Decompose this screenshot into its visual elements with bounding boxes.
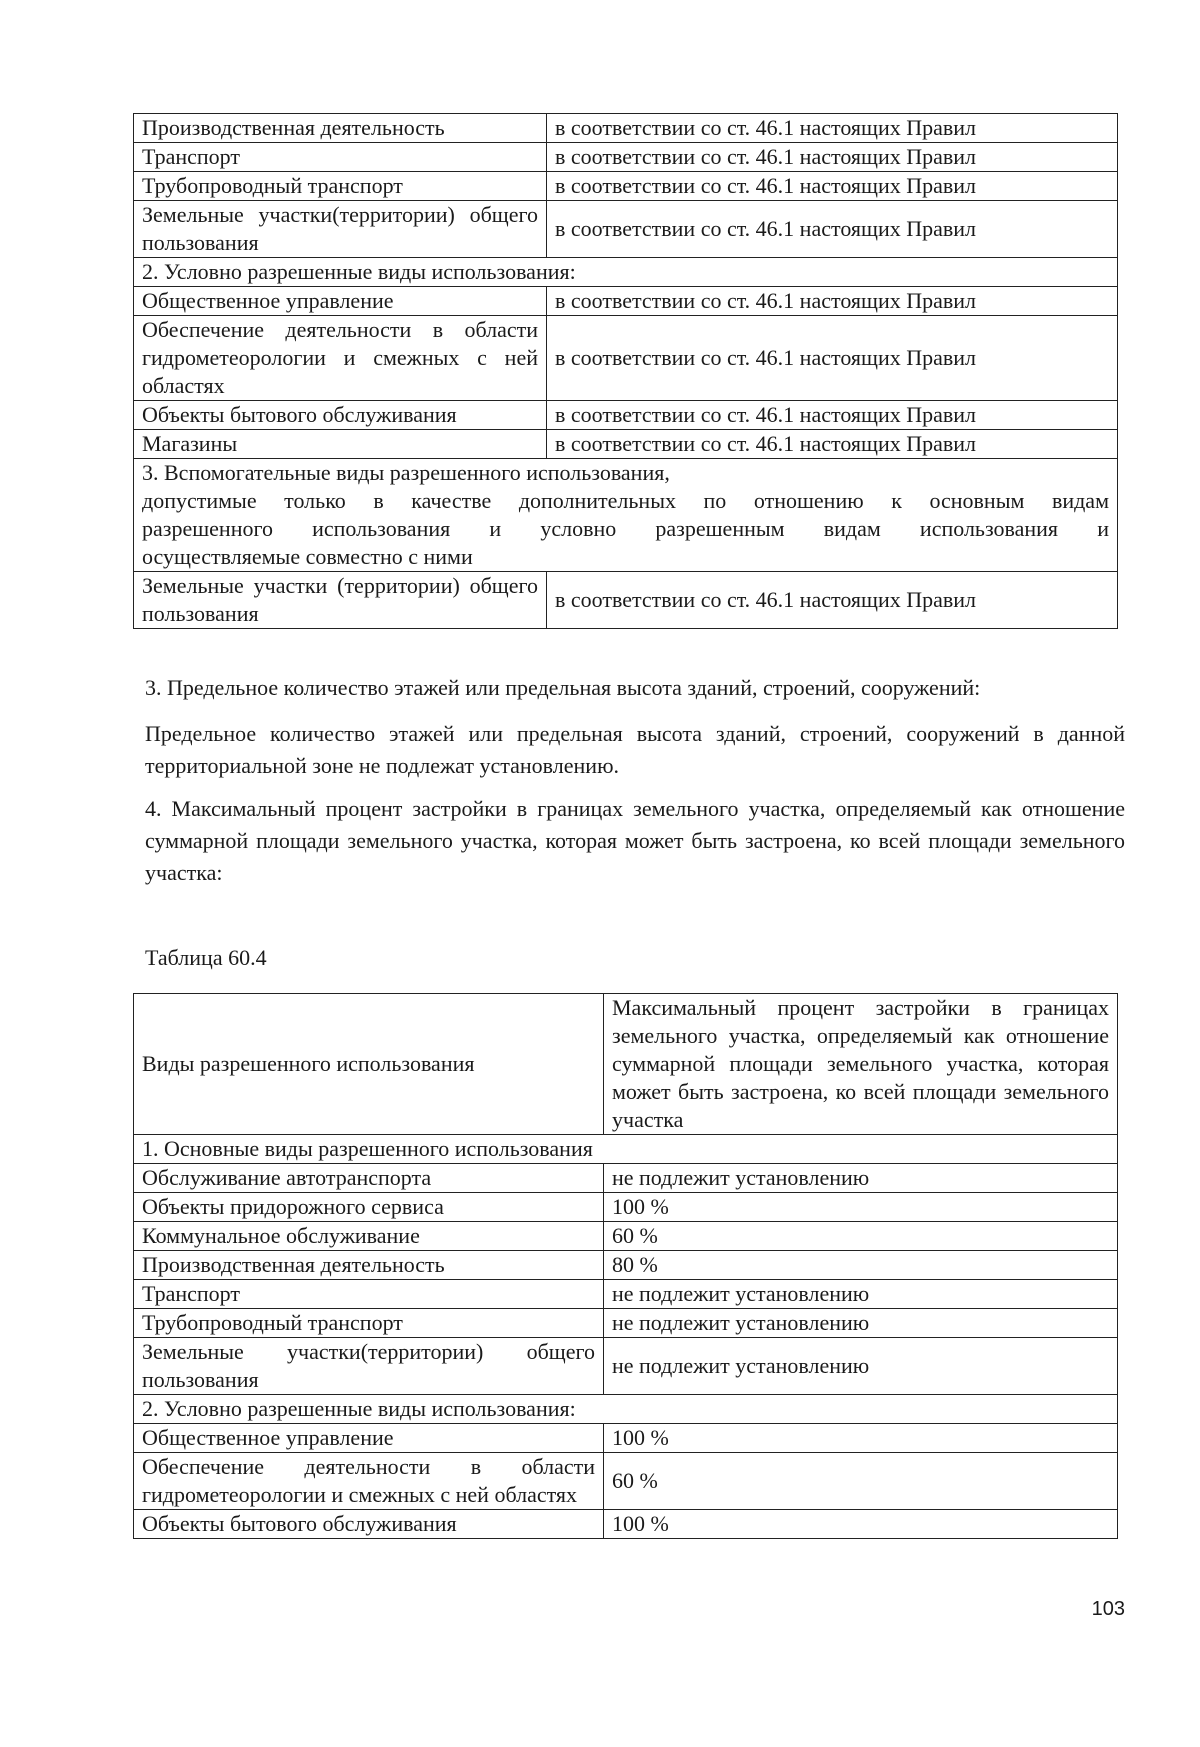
use-type-cell: Производственная деятельность (134, 1251, 604, 1280)
table-caption: Таблица 60.4 (145, 945, 267, 970)
section-heading: 1. Основные виды разрешенного использования (134, 1135, 1118, 1164)
table-row (134, 1222, 1118, 1251)
header-right: Максимальный процент застройки в границах земельного участка, определяемый как отношение суммарной площади земельного участка, которая может быть застроена, ко всей площади земельного участка (604, 994, 1118, 1135)
use-type-cell: Обеспечение деятельности в области гидрометеорологии и смежных с ней областях (134, 316, 547, 401)
section-row (134, 1395, 1118, 1424)
use-type-cell: Коммунальное обслуживание (134, 1222, 604, 1251)
reference-cell: в соответствии со ст. 46.1 настоящих Правил (547, 172, 1118, 201)
section-heading-line: 3. Вспомогательные виды разрешенного использования, (142, 460, 670, 485)
use-type-cell: Земельные участки(территории) общего пользования (134, 201, 547, 258)
paragraph-coverage-heading: 4. Максимальный процент застройки в границах земельного участка, определяемый как отношение суммарной площади земельного участка, которая может быть застроена, ко всей площади земельного участка: (145, 796, 1125, 885)
table-row (134, 1193, 1118, 1222)
paragraph-floors-text: Предельное количество этажей или предельная высота зданий, строений, сооружений в данной территориальной зоне не подлежат установлению. (145, 721, 1125, 778)
use-type-cell: Обслуживание автотранспорта (134, 1164, 604, 1193)
table-row (134, 1280, 1118, 1309)
value-cell: 100 % (604, 1424, 1118, 1453)
value-cell: 60 % (604, 1453, 1118, 1510)
table-row (134, 316, 1118, 401)
use-type-cell: Обеспечение деятельности в области гидрометеорологии и смежных с ней областях (134, 1453, 604, 1510)
section-heading: 2. Условно разрешенные виды использования: (134, 258, 1118, 287)
use-type-cell: Транспорт (134, 1280, 604, 1309)
section-row (134, 459, 1118, 572)
table-row (134, 1309, 1118, 1338)
value-cell: не подлежит установлению (604, 1164, 1118, 1193)
section-heading-line: осуществляемые совместно с ними (142, 544, 473, 569)
use-type-cell: Магазины (134, 430, 547, 459)
table-row (134, 430, 1118, 459)
use-type-cell: Производственная деятельность (134, 114, 547, 143)
reference-cell: в соответствии со ст. 46.1 настоящих Правил (547, 401, 1118, 430)
table-row (134, 201, 1118, 258)
coverage-table (133, 993, 1118, 1539)
reference-cell: в соответствии со ст. 46.1 настоящих Правил (547, 572, 1118, 629)
value-cell: 80 % (604, 1251, 1118, 1280)
section-row (134, 1135, 1118, 1164)
section-heading-line: допустимые только в качестве дополнительных по отношению к основным видам (142, 488, 1109, 513)
header-row (134, 994, 1118, 1135)
table-row (134, 1164, 1118, 1193)
table-row (134, 172, 1118, 201)
section-heading (134, 459, 1118, 572)
section-heading-line: разрешенного использования и условно разрешенным видам использования и (142, 516, 1109, 541)
table-row (134, 572, 1118, 629)
use-type-cell: Транспорт (134, 143, 547, 172)
value-cell: 100 % (604, 1510, 1118, 1539)
section-heading: 2. Условно разрешенные виды использования: (134, 1395, 1118, 1424)
value-cell: не подлежит установлению (604, 1338, 1118, 1395)
paragraph-floors-heading: 3. Предельное количество этажей или предельная высота зданий, строений, сооружений: (145, 675, 981, 700)
table-row (134, 1424, 1118, 1453)
land-use-table-continued (133, 113, 1118, 629)
table-row (134, 1510, 1118, 1539)
reference-cell: в соответствии со ст. 46.1 настоящих Правил (547, 114, 1118, 143)
table-row (134, 114, 1118, 143)
reference-cell: в соответствии со ст. 46.1 настоящих Правил (547, 430, 1118, 459)
value-cell: не подлежит установлению (604, 1280, 1118, 1309)
use-type-cell: Трубопроводный транспорт (134, 172, 547, 201)
value-cell: не подлежит установлению (604, 1309, 1118, 1338)
reference-cell: в соответствии со ст. 46.1 настоящих Правил (547, 201, 1118, 258)
table-row (134, 1338, 1118, 1395)
table-row (134, 287, 1118, 316)
table-row (134, 401, 1118, 430)
table-row (134, 1251, 1118, 1280)
reference-cell: в соответствии со ст. 46.1 настоящих Правил (547, 316, 1118, 401)
value-cell: 60 % (604, 1222, 1118, 1251)
page-number: 103 (1091, 1598, 1125, 1620)
use-type-cell: Объекты бытового обслуживания (134, 1510, 604, 1539)
use-type-cell: Земельные участки (территории) общего пользования (134, 572, 547, 629)
section-row (134, 258, 1118, 287)
use-type-cell: Общественное управление (134, 1424, 604, 1453)
use-type-cell: Объекты придорожного сервиса (134, 1193, 604, 1222)
header-left: Виды разрешенного использования (134, 994, 604, 1135)
use-type-cell: Земельные участки(территории) общего пользования (134, 1338, 604, 1395)
table-row (134, 143, 1118, 172)
reference-cell: в соответствии со ст. 46.1 настоящих Правил (547, 287, 1118, 316)
use-type-cell: Трубопроводный транспорт (134, 1309, 604, 1338)
use-type-cell: Объекты бытового обслуживания (134, 401, 547, 430)
use-type-cell: Общественное управление (134, 287, 547, 316)
value-cell: 100 % (604, 1193, 1118, 1222)
table-row (134, 1453, 1118, 1510)
reference-cell: в соответствии со ст. 46.1 настоящих Правил (547, 143, 1118, 172)
